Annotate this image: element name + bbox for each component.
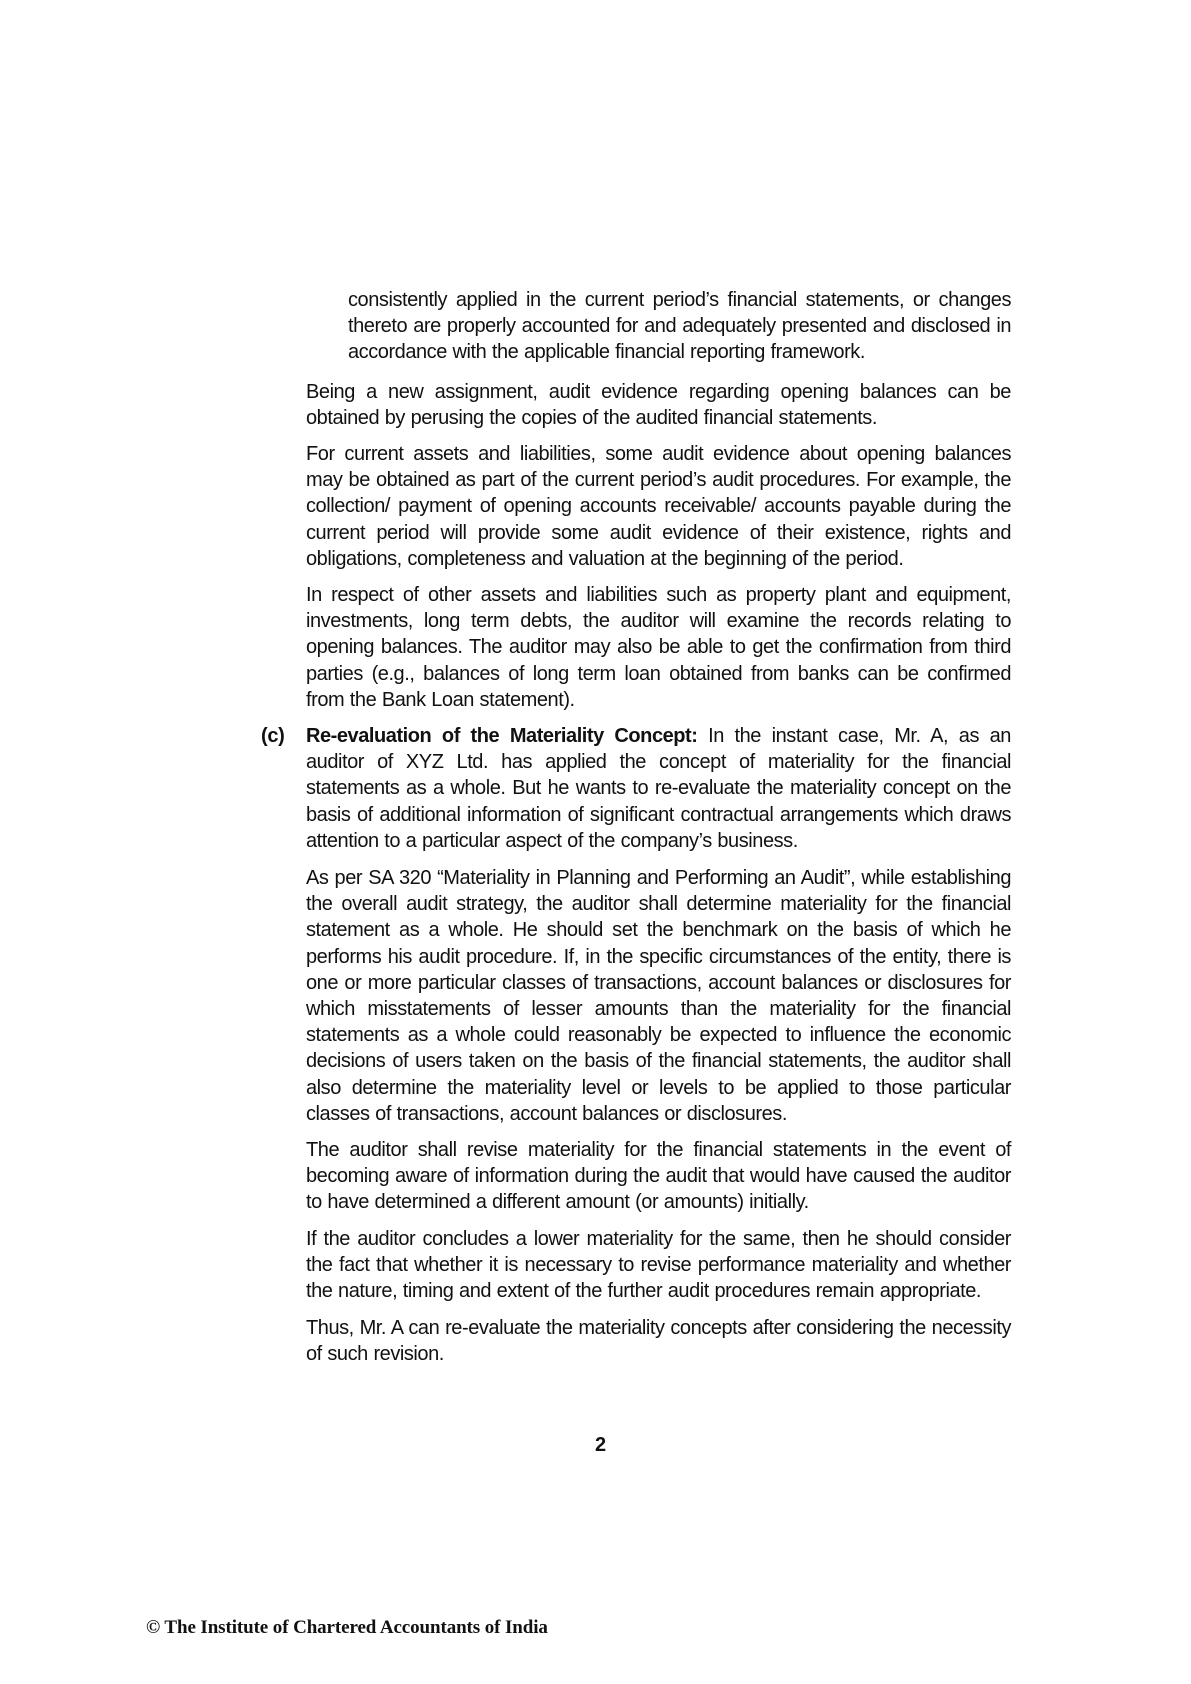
paragraph-text: Being a new assignment, audit evidence regarding opening balances can be obtained by perusing the copies of the audited financial statements. — [306, 381, 1011, 430]
paragraph-text: For current assets and liabilities, some audit evidence about opening balances may be obtained as part of the current period’s audit procedures. For example, the collection/ payment of opening accounts receivable/ accounts payable during the current period will provide some audit evidence of their existence, rights and obligations, completeness and valuation at the beginning of the period. — [306, 443, 1011, 570]
item-label: (c) — [261, 725, 285, 747]
item-heading: Re-evaluation of the Materiality Concept: — [306, 725, 698, 747]
paragraph-text: As per SA 320 “Materiality in Planning and Performing an Audit”, while establishing the overall audit strategy, the auditor shall determine materiality for the financial statement as a whole. He should set the benchmark on the basis of which he performs his audit procedure. If, in the specific circumstances of the entity, there is one or more particular classes of transactions, account balances or disclosures for which misstatements of lesser amounts than the materiality for the financial statements as a whole could reasonably be expected to influence the economic decisions of users taken on the basis of the financial statements, the auditor shall also determine the materiality level or levels to be applied to those particular classes of transactions, account balances or disclosures. — [306, 867, 1011, 1125]
paragraph-text: If the auditor concludes a lower materiality for the same, then he should consider the fact that whether it is necessary to revise performance materiality and whether the nature, timing and extent of the further audit procedures remain appropriate. — [306, 1228, 1011, 1303]
paragraph-text: The auditor shall revise materiality for the financial statements in the event of becoming aware of information during the audit that would have caused the auditor to have determined a different amount (or amounts) initially. — [306, 1139, 1011, 1214]
item-text: In the instant case, Mr. A, as an auditor of XYZ Ltd. has applied the concept of materiality for the financial statements as a whole. But he wants to re-evaluate the materiality concept on the basis of additional information of significant contractual arrangements which draws attention to a particular aspect of the company’s business. — [306, 725, 1011, 852]
paragraph-revise-materiality — [306, 1137, 1011, 1216]
page-number: 2 — [595, 1434, 607, 1456]
paragraph-text — [306, 723, 1011, 854]
continuation-paragraph — [348, 287, 1011, 366]
paragraph-conclusion — [306, 1315, 1011, 1367]
paragraph-text: In respect of other assets and liabilities such as property plant and equipment, investments, long term debts, the auditor will examine the records relating to opening balances. The auditor may also be able to get the confirmation from third parties (e.g., balances of long term loan obtained from banks can be confirmed from the Bank Loan statement). — [306, 584, 1011, 711]
item-c-paragraph — [306, 723, 1011, 854]
paragraph-lower-materiality — [306, 1226, 1011, 1305]
paragraph-other-assets-liabilities — [306, 582, 1011, 713]
footer-copyright: © The Institute of Chartered Accountants of India — [146, 1617, 548, 1638]
paragraph-sa320 — [306, 865, 1011, 1127]
paragraph-text: Thus, Mr. A can re-evaluate the materiality concepts after considering the necessity of such revision. — [306, 1317, 1011, 1366]
paragraph-opening-balances-new-assignment — [306, 379, 1011, 431]
paragraph-text: consistently applied in the current period’s financial statements, or changes thereto are properly accounted for and adequately presented and disclosed in accordance with the applicable financial reporting framework. — [348, 289, 1011, 364]
paragraph-current-assets-liabilities — [306, 441, 1011, 572]
